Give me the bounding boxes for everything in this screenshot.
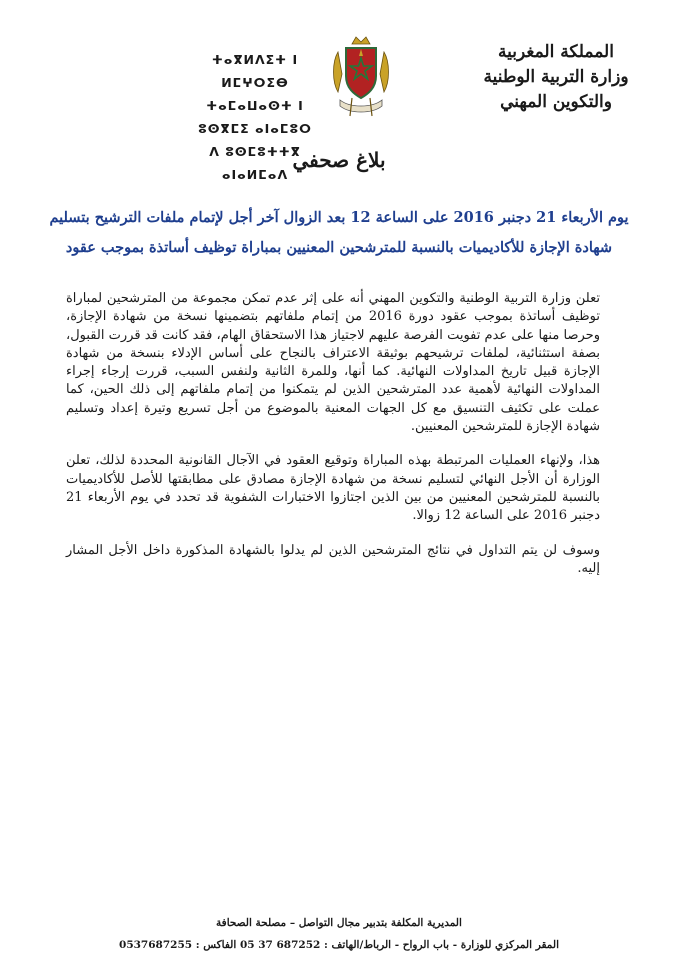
- ministry-name-arabic: [456, 40, 656, 115]
- headline-line: شهادة الإجازة للأكاديميات بالنسبة للمترشحين المعنيين بمباراة توظيف أساتذة بموجب عقود: [65, 239, 613, 256]
- paragraph: وسوف لن يتم التداول في نتائج المترشحين الذين لم يدلوا بالشهادة المذكورة داخل الأجل المشار إليه.: [66, 542, 600, 576]
- tifinagh-line: ⵜⴰⵎⴰⵡⴰⵙⵜ ⵏ ⵓⵙⴳⵎⵉ ⴰⵏⴰⵎⵓⵔ: [198, 98, 312, 136]
- paragraph: هذا، ولإنهاء العمليات المرتبطة بهذه المباراة وتوقيع العقود في الآجال القانونية المحددة لذلك، تعلن الوزارة أن الأجل النهائي لتسليم نسخة من شهادة الإجازة مصادق على مطابقتها للأصل للأكاديميات بالنسبة للمترشحين المعنيين من بين الذين اجتازوا الاختبارات الشفوية قد تحدد في يوم الأربعاء 21 دجنبر 2016 على الساعة 12 زوالا.: [66, 453, 600, 524]
- paragraph: تعلن وزارة التربية الوطنية والتكوين المهني أنه على إثر عدم تمكن مجموعة من المترشحين لمباراة توظيف أساتذة بموجب عقود دورة 2016 من إتمام ملفاتهم بتضمينها نسخة من شهادة الإجازة، وحرصا منها على عدم تفويت الفرصة عليهم لاجتياز هذا الاستحقاق الهام، فقد كانت قد قررت القبول، بصفة استثنائية، لملفات ترشيحهم بوثيقة الاعتراف بالنجاح على أساس الإدلاء بنسخة من شهادة الإجازة قبيل تاريخ المداولات النهائية. كما أنها، وللمرة الثانية ولنفس السبب، قررت إرجاء إجراء المداولات النهائية لأهمية عدد المترشحين الذين لم يتمكنوا من إتمام ملفاتهم إلى ذلك الحين، كما عملت على تكثيف التنسيق مع كل الجهات المعنية بالموضوع من أجل تسريع وتيرة إعداد وتسليم شهادة الإجازة للمترشحين المعنيين.: [66, 291, 600, 435]
- moroccan-coat-of-arms-icon: [330, 34, 392, 124]
- ministry-line: المملكة المغربية: [498, 42, 614, 62]
- ministry-line: والتكوين المهني: [500, 92, 612, 112]
- ministry-line: وزارة التربية الوطنية: [483, 67, 629, 87]
- headline-line: يوم الأربعاء 21 دجنبر 2016 على الساعة 12 بعد الزوال آخر أجل لإتمام ملفات الترشيح بتسليم: [49, 209, 629, 226]
- document-title: بلاغ صحفي: [292, 148, 386, 172]
- headline: [20, 203, 658, 263]
- footer-address: المقر المركزي للوزارة - باب الرواح - الرباط/الهاتف : 687252 37 05 الفاكس : 0537687255: [119, 939, 559, 951]
- footer-department: المديرية المكلفة بتدبير مجال التواصل – مصلحة الصحافة: [216, 917, 462, 929]
- tifinagh-line: ⴷ ⵓⵙⵎⵓⵜⵜⴳ ⴰⵏⴰⵍⵎⴰⴷ: [209, 144, 301, 182]
- footer: [0, 912, 678, 956]
- body-text: [66, 290, 600, 594]
- tifinagh-line: ⵜⴰⴳⵍⴷⵉⵜ ⵏ ⵍⵎⵖⵔⵉⴱ: [211, 52, 299, 90]
